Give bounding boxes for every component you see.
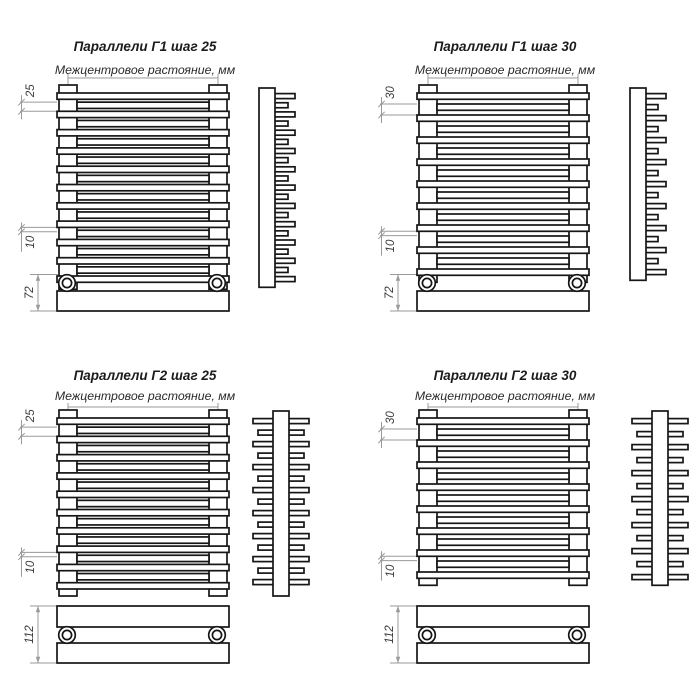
radiator-drawing-g2-step-30 [350, 350, 700, 700]
intercenter-distance-label: Межцентровое растояние, мм [54, 389, 236, 403]
dimension-value: 10 [25, 235, 37, 249]
drawing-geometry [18, 403, 309, 663]
drawing-geometry [378, 74, 666, 311]
dimension-value: 30 [385, 411, 397, 424]
side-view [253, 411, 309, 596]
front-view [417, 410, 589, 585]
drawing-title: Параллели Г1 шаг 30 [433, 39, 577, 54]
dimension-value: 25 [25, 409, 37, 423]
drawing-geometry [378, 403, 688, 663]
bottom-view [417, 606, 589, 663]
dimension-value: 25 [25, 84, 37, 98]
drawing-geometry [18, 74, 295, 311]
drawing-title: Параллели Г2 шаг 30 [433, 368, 577, 383]
intercenter-distance-label: Межцентровое растояние, мм [414, 389, 596, 403]
radiator-drawing-g1-step-30 [350, 0, 700, 350]
dimension-value: 30 [385, 86, 397, 99]
side-view [630, 88, 666, 280]
bottom-view [417, 275, 589, 311]
dimension-value: 112 [384, 625, 396, 644]
dimension-value: 10 [25, 560, 37, 574]
intercenter-distance-label: Межцентровое растояние, мм [54, 63, 236, 77]
front-view [417, 85, 589, 282]
radiator-drawing-g1-step-25 [0, 0, 350, 350]
bottom-view [57, 606, 229, 663]
side-view [259, 88, 295, 287]
dimension-value: 112 [24, 625, 36, 644]
front-view [57, 85, 229, 289]
dimension-value: 72 [24, 286, 36, 300]
intercenter-distance-label: Межцентровое растояние, мм [414, 63, 596, 77]
drawing-title: Параллели Г2 шаг 25 [73, 368, 217, 383]
front-view [57, 410, 229, 596]
drawing-title: Параллели Г1 шаг 25 [73, 39, 217, 54]
dimension-value: 72 [384, 286, 396, 300]
radiator-drawing-g2-step-25 [0, 350, 350, 700]
side-view [632, 411, 688, 585]
dimension-value: 10 [385, 564, 397, 578]
dimension-value: 10 [385, 239, 397, 253]
